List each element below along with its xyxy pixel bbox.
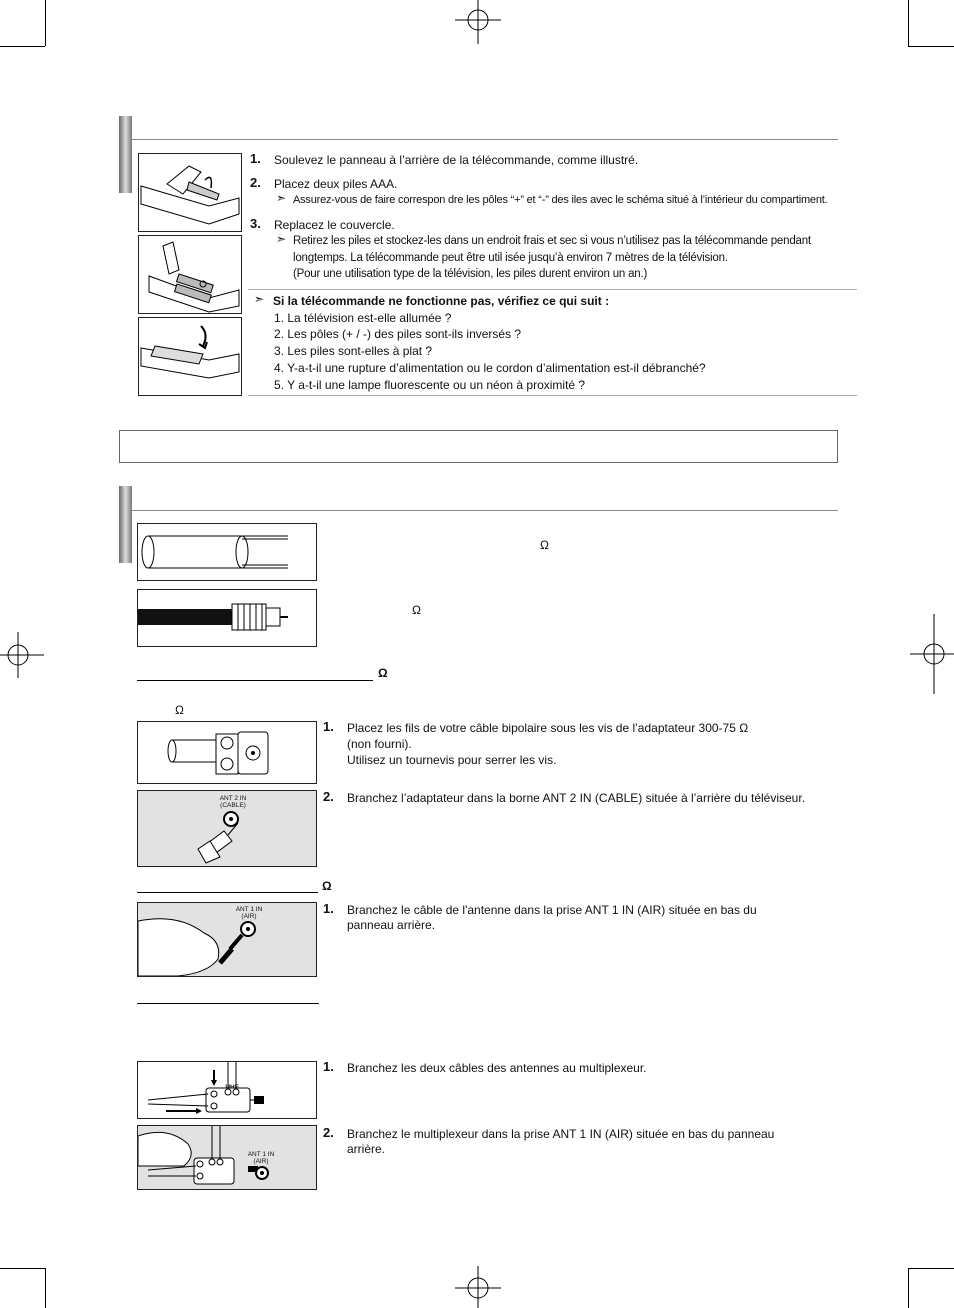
step-number: 1. — [323, 719, 334, 734]
note-text: (Pour une utilisation type de la télévision, les piles durent environ un an.) — [293, 268, 648, 280]
crop-mark — [45, 1268, 46, 1308]
registration-mark-right — [910, 614, 954, 694]
troubleshoot-item: 1. La télévision est-elle allumée ? — [274, 311, 452, 325]
ant1-in-coax-connection-illustration — [137, 902, 317, 977]
subsection-rule — [137, 680, 373, 681]
crop-mark — [0, 1268, 45, 1269]
crop-mark — [0, 46, 45, 47]
port-label: (AIR) — [253, 1158, 269, 1165]
step-text: Branchez les deux câbles des antennes au multiplexeur. — [347, 1061, 647, 1075]
note-text: longtemps. La télécommande peut être util isée jusqu’à environ 7 mètres de la télévision. — [293, 252, 728, 264]
troubleshoot-item: 5. Y a-t-il une lampe fluorescente ou un néon à proximité ? — [274, 378, 586, 392]
section-sidebar — [119, 486, 132, 563]
step-text: Replacez le couvercle. — [274, 218, 395, 232]
note-text: Assurez-vous de faire correspon dre les pôles “+” et “-” des iles avec le schéma situé à l’intérieur du compartiment. — [293, 194, 828, 206]
note-text: Retirez les piles et stockez-les dans un endroit frais et sec si vous n’utilisez pas la télécommande pendant — [293, 235, 811, 247]
port-label: (AIR) — [241, 913, 257, 920]
step-text: panneau arrière. — [347, 918, 436, 932]
ohm-symbol: Ω — [322, 879, 332, 893]
step-text: arrière. — [347, 1142, 386, 1156]
section-title-box — [119, 430, 838, 463]
coaxial-cable-illustration — [137, 589, 317, 647]
step-text: Branchez le câble de l'antenne dans la prise ANT 1 IN (AIR) située en bas du — [347, 903, 757, 917]
ohm-symbol: Ω — [540, 538, 549, 552]
troubleshoot-item: 3. Les piles sont-elles à plat ? — [274, 344, 433, 358]
step-text: Placez deux piles AAA. — [274, 177, 398, 191]
section-rule — [132, 139, 838, 140]
antenna-combiner-illustration — [137, 1061, 317, 1119]
step-number: 1. — [250, 151, 261, 166]
remote-open-cover-illustration — [138, 153, 242, 232]
remote-insert-batteries-illustration — [138, 235, 242, 314]
step-text: Utilisez un tournevis pour serrer les vis. — [347, 753, 557, 767]
troubleshoot-item: 2. Les pôles (+ / -) des piles sont-ils inversés ? — [274, 327, 522, 341]
subsection-rule — [137, 892, 318, 893]
section-sidebar — [119, 116, 132, 193]
port-label: ANT 1 IN — [235, 906, 263, 913]
step-number: 1. — [323, 1059, 334, 1074]
ohm-symbol: Ω — [175, 703, 184, 717]
troubleshoot-title: Si la télécommande ne fonctionne pas, vérifiez ce qui suit : — [273, 294, 610, 308]
ohm-symbol: Ω — [378, 666, 388, 680]
step-text: Branchez le multiplexeur dans la prise ANT 1 IN (AIR) située en bas du panneau — [347, 1127, 775, 1141]
note-arrow-icon: ➣ — [276, 191, 287, 205]
registration-mark-left — [0, 632, 44, 678]
ant2-in-connection-illustration — [137, 790, 317, 867]
step-text: Branchez l’adaptateur dans la borne ANT 2 IN (CABLE) située à l’arrière du téléviseur. — [347, 791, 806, 805]
divider — [248, 395, 857, 396]
port-label: (CABLE) — [220, 802, 246, 809]
subsection-rule — [137, 1003, 319, 1004]
crop-mark — [908, 0, 909, 46]
crop-mark — [908, 46, 954, 47]
crop-mark — [908, 1268, 909, 1308]
port-label: ANT 1 IN — [247, 1151, 275, 1158]
crop-mark — [908, 1268, 954, 1269]
flat-twin-lead-cable-illustration — [137, 523, 317, 581]
troubleshoot-item: 4. Y-a-t-il une rupture d’alimentation ou le cordon d’alimentation est-il débranché? — [274, 361, 706, 375]
note-arrow-icon: ➣ — [276, 232, 287, 246]
step-number: 2. — [323, 1125, 334, 1140]
crop-mark — [45, 0, 46, 46]
combiner-to-ant1-illustration — [137, 1125, 317, 1190]
note-arrow-icon: ➣ — [254, 292, 265, 306]
step-number: 2. — [323, 789, 334, 804]
step-text: (non fourni). — [347, 737, 412, 751]
step-text: Placez les fils de votre câble bipolaire sous les vis de l’adaptateur 300-75 Ω — [347, 721, 749, 735]
divider — [248, 289, 857, 290]
step-number: 1. — [323, 901, 334, 916]
port-label: ANT 2 IN — [219, 795, 247, 802]
step-text: Soulevez le panneau à l’arrière de la télécommande, comme illustré. — [274, 153, 639, 167]
twin-lead-adapter-illustration — [137, 721, 317, 784]
registration-mark-bottom — [455, 1266, 501, 1308]
ohm-symbol: Ω — [412, 603, 421, 617]
registration-mark-top — [455, 0, 501, 44]
remote-replace-cover-illustration — [138, 317, 242, 396]
section-rule — [132, 510, 838, 511]
step-number: 3. — [250, 216, 261, 231]
step-number: 2. — [250, 175, 261, 190]
